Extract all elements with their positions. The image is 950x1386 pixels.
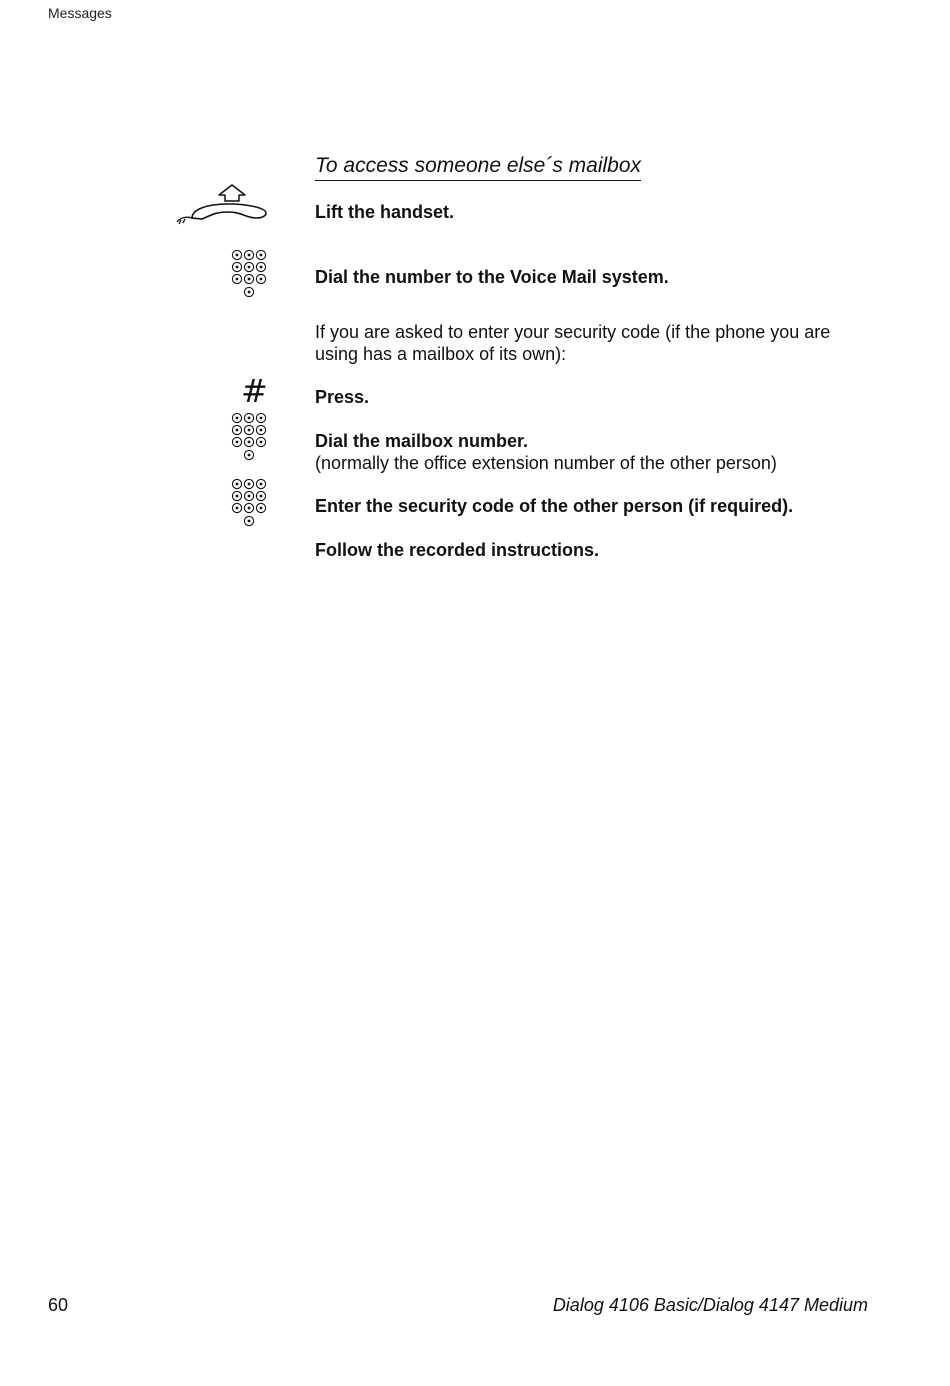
step-follow-instructions: Follow the recorded instructions. bbox=[315, 540, 600, 560]
handset-lift-icon bbox=[172, 182, 270, 228]
keypad-icon bbox=[230, 477, 270, 533]
document-title: Dialog 4106 Basic/Dialog 4147 Medium bbox=[552, 1295, 868, 1315]
page-title: To access someone else´s mailbox bbox=[315, 153, 641, 181]
step-press-hash: Press. bbox=[315, 387, 370, 407]
step-lift-handset: Lift the handset. bbox=[315, 202, 454, 222]
step-dial-mailbox: Dial the mailbox number. bbox=[315, 431, 529, 451]
hash-key-icon: # bbox=[241, 372, 268, 410]
step-enter-security-code: Enter the security code of the other person (if required). bbox=[315, 496, 794, 516]
section-label: Messages bbox=[48, 5, 112, 21]
step-dial-voicemail: Dial the number to the Voice Mail system. bbox=[315, 267, 669, 287]
page-number: 60 bbox=[48, 1295, 69, 1315]
keypad-icon bbox=[230, 248, 270, 304]
keypad-icon bbox=[230, 411, 270, 467]
security-code-note: If you are asked to enter your security code (if the phone you are using has a mailbox of its own): bbox=[315, 322, 831, 364]
step-dial-mailbox-note: (normally the office extension number of the other person) bbox=[315, 453, 777, 473]
